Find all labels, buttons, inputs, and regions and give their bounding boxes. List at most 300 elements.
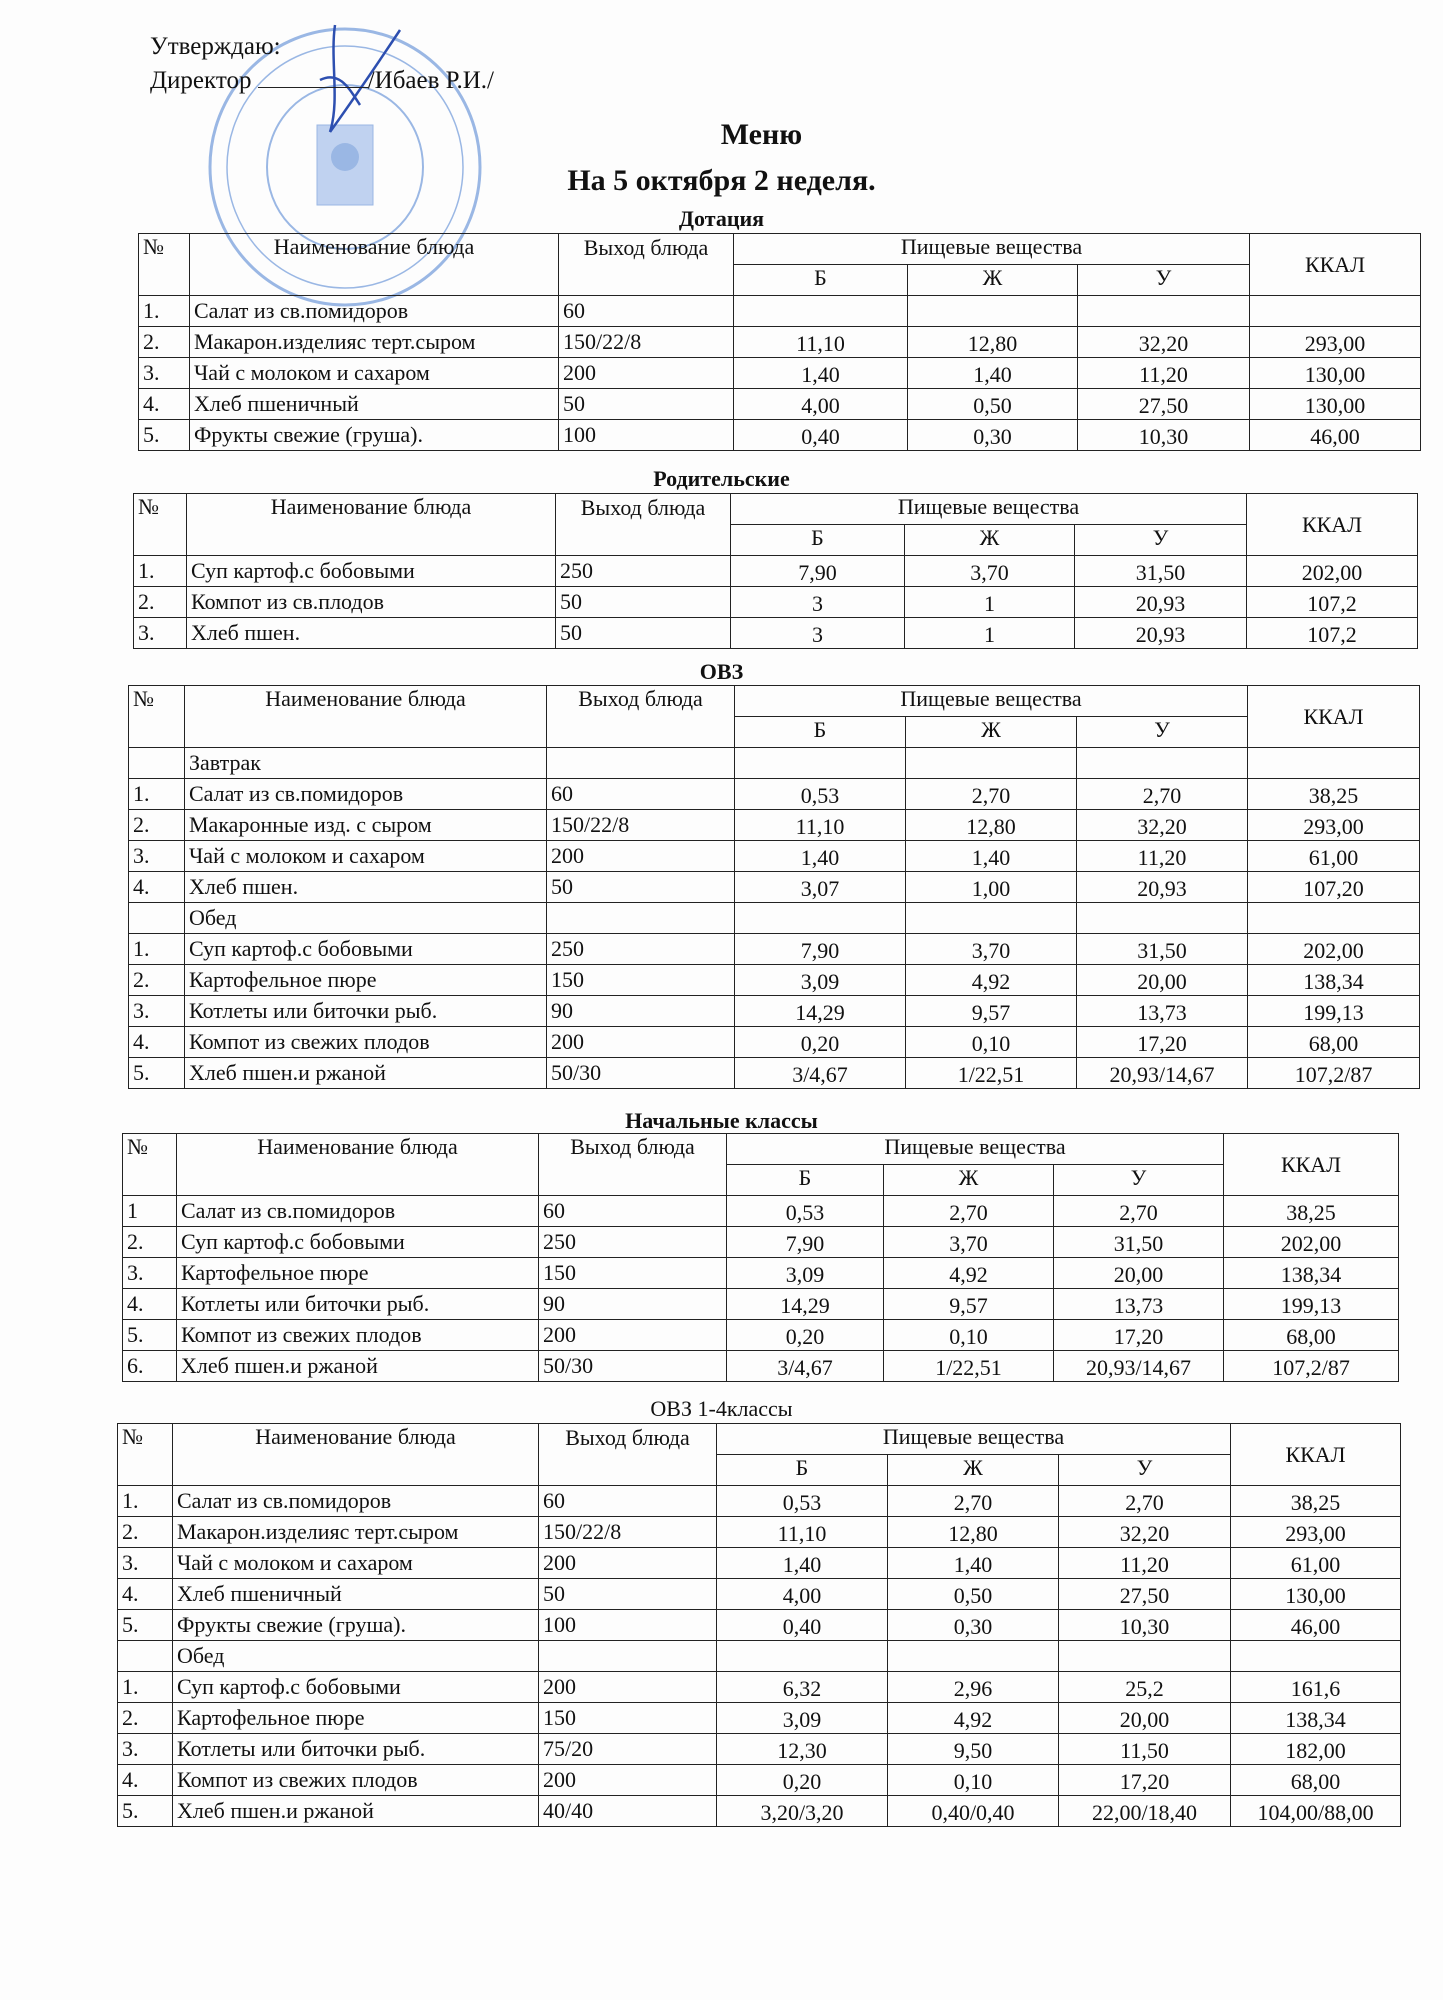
dish-yield: 60	[539, 1486, 717, 1517]
row-number: 3.	[139, 358, 190, 389]
header-kcal: ККАЛ	[1250, 234, 1421, 296]
row-number: 1.	[129, 934, 185, 965]
dish-yield: 150/22/8	[559, 327, 734, 358]
dish-name: Макарон.изделияс терт.сыром	[173, 1517, 539, 1548]
protein-value: 3,09	[717, 1703, 888, 1734]
table-row	[118, 1579, 1401, 1610]
table-row	[118, 1672, 1401, 1703]
table-row	[139, 296, 1421, 327]
page-subtitle: На 5 октября 2 неделя.	[567, 164, 876, 197]
row-number: 1.	[129, 779, 185, 810]
kcal-value: 138,34	[1248, 965, 1420, 996]
protein-value: 3,09	[735, 965, 906, 996]
fat-value: 0,10	[884, 1320, 1054, 1351]
header-no: №	[139, 234, 190, 296]
fat-value	[906, 748, 1077, 779]
carbs-value: 13,73	[1077, 996, 1248, 1027]
header-fat: Ж	[905, 525, 1075, 556]
header-carbs: У	[1078, 265, 1250, 296]
protein-value: 4,00	[734, 389, 908, 420]
protein-value	[735, 903, 906, 934]
dish-name: Чай с молоком и сахаром	[190, 358, 559, 389]
fat-value: 3,70	[884, 1227, 1054, 1258]
row-number: 3.	[134, 618, 187, 649]
fat-value: 1,00	[906, 872, 1077, 903]
approval-block	[150, 30, 494, 98]
dish-yield: 200	[539, 1320, 727, 1351]
kcal-value: 46,00	[1231, 1610, 1401, 1641]
row-number	[118, 1641, 173, 1672]
row-number: 5.	[139, 420, 190, 451]
carbs-value: 20,00	[1077, 965, 1248, 996]
row-number: 3.	[129, 841, 185, 872]
header-yield: Выход блюда	[547, 686, 735, 748]
carbs-value: 11,50	[1059, 1734, 1231, 1765]
dish-yield: 40/40	[539, 1796, 717, 1827]
header-no: №	[129, 686, 185, 748]
dish-name: Картофельное пюре	[185, 965, 547, 996]
kcal-value: 68,00	[1231, 1765, 1401, 1796]
kcal-value: 293,00	[1231, 1517, 1401, 1548]
dish-name: Хлеб пшен.и ржаной	[173, 1796, 539, 1827]
carbs-value: 27,50	[1078, 389, 1250, 420]
protein-value: 4,00	[717, 1579, 888, 1610]
protein-value: 7,90	[731, 556, 905, 587]
dish-yield: 90	[547, 996, 735, 1027]
dish-yield: 50/30	[539, 1351, 727, 1382]
header-nutrients: Пищевые вещества	[727, 1134, 1224, 1165]
row-number	[129, 903, 185, 934]
row-number: 4.	[129, 872, 185, 903]
dish-yield: 60	[539, 1196, 727, 1227]
fat-value: 2,70	[906, 779, 1077, 810]
dish-yield	[547, 903, 735, 934]
table-row	[129, 841, 1420, 872]
menu-table	[122, 1133, 1399, 1382]
header-protein: Б	[717, 1455, 888, 1486]
fat-value: 0,50	[908, 389, 1078, 420]
row-number: 3.	[118, 1548, 173, 1579]
dish-name: Фрукты свежие (груша).	[190, 420, 559, 451]
dish-yield: 50/30	[547, 1058, 735, 1089]
kcal-value: 61,00	[1248, 841, 1420, 872]
header-fat: Ж	[884, 1165, 1054, 1196]
carbs-value: 2,70	[1054, 1196, 1224, 1227]
kcal-value: 68,00	[1248, 1027, 1420, 1058]
row-number: 4.	[118, 1765, 173, 1796]
dish-name: Хлеб пшен.и ржаной	[177, 1351, 539, 1382]
row-number: 2.	[118, 1517, 173, 1548]
dish-yield: 250	[547, 934, 735, 965]
dish-yield: 50	[556, 587, 731, 618]
dish-yield: 150/22/8	[539, 1517, 717, 1548]
dish-yield: 150	[539, 1258, 727, 1289]
carbs-value: 25,2	[1059, 1672, 1231, 1703]
fat-value: 4,92	[888, 1703, 1059, 1734]
dish-yield: 250	[556, 556, 731, 587]
fat-value	[908, 296, 1078, 327]
header-no: №	[123, 1134, 177, 1196]
table-row	[118, 1610, 1401, 1641]
dish-yield: 200	[547, 1027, 735, 1058]
carbs-value: 31,50	[1077, 934, 1248, 965]
section-title: Дотация	[678, 206, 765, 231]
protein-value: 3/4,67	[735, 1058, 906, 1089]
row-number: 4.	[123, 1289, 177, 1320]
dish-name: Хлеб пшеничный	[173, 1579, 539, 1610]
row-number: 4.	[139, 389, 190, 420]
table-row	[139, 327, 1421, 358]
protein-value: 7,90	[735, 934, 906, 965]
dish-name: Картофельное пюре	[173, 1703, 539, 1734]
header-nutrients: Пищевые вещества	[717, 1424, 1231, 1455]
dish-name: Обед	[173, 1641, 539, 1672]
director-label: Директор	[150, 67, 252, 94]
carbs-value: 20,00	[1059, 1703, 1231, 1734]
dish-name: Чай с молоком и сахаром	[173, 1548, 539, 1579]
header-kcal: ККАЛ	[1247, 494, 1418, 556]
dish-yield: 150/22/8	[547, 810, 735, 841]
kcal-value	[1231, 1641, 1401, 1672]
row-number: 5.	[118, 1796, 173, 1827]
header-carbs: У	[1059, 1455, 1231, 1486]
kcal-value: 138,34	[1231, 1703, 1401, 1734]
kcal-value	[1248, 748, 1420, 779]
header-carbs: У	[1077, 717, 1248, 748]
fat-value: 0,10	[888, 1765, 1059, 1796]
fat-value: 2,70	[888, 1486, 1059, 1517]
kcal-value: 161,6	[1231, 1672, 1401, 1703]
table-row	[129, 748, 1420, 779]
kcal-value: 202,00	[1224, 1227, 1399, 1258]
kcal-value: 130,00	[1250, 389, 1421, 420]
table-row	[129, 1058, 1420, 1089]
dish-name: Салат из св.помидоров	[185, 779, 547, 810]
dish-yield: 50	[539, 1579, 717, 1610]
dish-name: Компот из свежих плодов	[177, 1320, 539, 1351]
header-no: №	[118, 1424, 173, 1486]
protein-value: 3,07	[735, 872, 906, 903]
table-row	[129, 1027, 1420, 1058]
row-number: 2.	[118, 1703, 173, 1734]
header-fat: Ж	[888, 1455, 1059, 1486]
dish-name: Завтрак	[185, 748, 547, 779]
protein-value: 6,32	[717, 1672, 888, 1703]
kcal-value: 68,00	[1224, 1320, 1399, 1351]
protein-value: 0,20	[717, 1765, 888, 1796]
protein-value: 7,90	[727, 1227, 884, 1258]
table-row	[118, 1486, 1401, 1517]
kcal-value: 107,2	[1247, 618, 1418, 649]
row-number: 1	[123, 1196, 177, 1227]
section-title: ОВЗ 1-4классы	[650, 1396, 793, 1421]
dish-name: Макаронные изд. с сыром	[185, 810, 547, 841]
kcal-value: 130,00	[1250, 358, 1421, 389]
kcal-value: 199,13	[1224, 1289, 1399, 1320]
dish-yield: 200	[559, 358, 734, 389]
fat-value: 1,40	[908, 358, 1078, 389]
kcal-value: 107,20	[1248, 872, 1420, 903]
fat-value	[906, 903, 1077, 934]
table-row	[118, 1548, 1401, 1579]
carbs-value: 13,73	[1054, 1289, 1224, 1320]
carbs-value: 10,30	[1078, 420, 1250, 451]
dish-name: Хлеб пшен.и ржаной	[185, 1058, 547, 1089]
table-row	[139, 389, 1421, 420]
carbs-value: 27,50	[1059, 1579, 1231, 1610]
carbs-value: 31,50	[1054, 1227, 1224, 1258]
carbs-value: 10,30	[1059, 1610, 1231, 1641]
fat-value: 1	[905, 587, 1075, 618]
carbs-value: 31,50	[1075, 556, 1247, 587]
menu-table	[128, 685, 1420, 1089]
table-row	[139, 358, 1421, 389]
carbs-value: 11,20	[1078, 358, 1250, 389]
protein-value: 11,10	[734, 327, 908, 358]
carbs-value: 20,93	[1075, 587, 1247, 618]
kcal-value: 104,00/88,00	[1231, 1796, 1401, 1827]
table-row	[118, 1703, 1401, 1734]
table-row	[129, 779, 1420, 810]
carbs-value: 20,93/14,67	[1077, 1058, 1248, 1089]
dish-name: Котлеты или биточки рыб.	[177, 1289, 539, 1320]
fat-value: 2,70	[884, 1196, 1054, 1227]
header-carbs: У	[1054, 1165, 1224, 1196]
table-row	[123, 1289, 1399, 1320]
header-name: Наименование блюда	[185, 686, 547, 748]
table-row	[129, 903, 1420, 934]
row-number: 2.	[139, 327, 190, 358]
row-number: 2.	[129, 965, 185, 996]
protein-value: 0,40	[717, 1610, 888, 1641]
row-number: 5.	[118, 1610, 173, 1641]
dish-yield: 200	[539, 1672, 717, 1703]
carbs-value: 32,20	[1077, 810, 1248, 841]
row-number: 4.	[118, 1579, 173, 1610]
table-row	[129, 996, 1420, 1027]
dish-yield: 75/20	[539, 1734, 717, 1765]
fat-value: 9,57	[884, 1289, 1054, 1320]
dish-yield: 200	[539, 1548, 717, 1579]
row-number	[129, 748, 185, 779]
fat-value: 3,70	[905, 556, 1075, 587]
header-name: Наименование блюда	[187, 494, 556, 556]
header-fat: Ж	[908, 265, 1078, 296]
dish-name: Суп картоф.с бобовыми	[185, 934, 547, 965]
fat-value: 12,80	[888, 1517, 1059, 1548]
protein-value: 0,20	[727, 1320, 884, 1351]
protein-value	[735, 748, 906, 779]
dish-name: Хлеб пшеничный	[190, 389, 559, 420]
table-row	[129, 872, 1420, 903]
row-number: 2.	[123, 1227, 177, 1258]
protein-value: 0,53	[727, 1196, 884, 1227]
carbs-value: 22,00/18,40	[1059, 1796, 1231, 1827]
carbs-value	[1078, 296, 1250, 327]
fat-value: 0,10	[906, 1027, 1077, 1058]
table-row	[134, 556, 1418, 587]
protein-value: 11,10	[717, 1517, 888, 1548]
dish-yield: 150	[539, 1703, 717, 1734]
header-yield: Выход блюда	[539, 1424, 717, 1486]
kcal-value: 293,00	[1250, 327, 1421, 358]
dish-name: Макарон.изделияс терт.сыром	[190, 327, 559, 358]
dish-yield: 250	[539, 1227, 727, 1258]
kcal-value: 107,2	[1247, 587, 1418, 618]
dish-name: Обед	[185, 903, 547, 934]
protein-value: 14,29	[735, 996, 906, 1027]
protein-value: 3,09	[727, 1258, 884, 1289]
dish-yield: 50	[559, 389, 734, 420]
protein-value: 0,40	[734, 420, 908, 451]
dish-name: Компот из свежих плодов	[185, 1027, 547, 1058]
header-nutrients: Пищевые вещества	[731, 494, 1247, 525]
fat-value: 9,57	[906, 996, 1077, 1027]
carbs-value: 2,70	[1077, 779, 1248, 810]
dish-yield: 150	[547, 965, 735, 996]
kcal-value: 38,25	[1224, 1196, 1399, 1227]
table-row	[129, 934, 1420, 965]
protein-value: 0,53	[717, 1486, 888, 1517]
protein-value: 3,20/3,20	[717, 1796, 888, 1827]
header-protein: Б	[727, 1165, 884, 1196]
dish-name: Фрукты свежие (груша).	[173, 1610, 539, 1641]
dish-yield: 50	[556, 618, 731, 649]
dish-yield: 60	[559, 296, 734, 327]
fat-value: 12,80	[908, 327, 1078, 358]
kcal-value: 202,00	[1247, 556, 1418, 587]
row-number: 3.	[129, 996, 185, 1027]
header-name: Наименование блюда	[177, 1134, 539, 1196]
protein-value: 0,20	[735, 1027, 906, 1058]
protein-value: 3	[731, 587, 905, 618]
table-row	[139, 420, 1421, 451]
carbs-value: 20,93	[1075, 618, 1247, 649]
row-number: 3.	[123, 1258, 177, 1289]
table-row	[118, 1641, 1401, 1672]
carbs-value: 20,93	[1077, 872, 1248, 903]
row-number: 6.	[123, 1351, 177, 1382]
dish-name: Котлеты или биточки рыб.	[185, 996, 547, 1027]
carbs-value: 17,20	[1077, 1027, 1248, 1058]
header-protein: Б	[735, 717, 906, 748]
header-kcal: ККАЛ	[1231, 1424, 1401, 1486]
carbs-value: 20,00	[1054, 1258, 1224, 1289]
kcal-value	[1250, 296, 1421, 327]
row-number: 4.	[129, 1027, 185, 1058]
section-title: ОВЗ	[699, 659, 744, 684]
fat-value: 1/22,51	[906, 1058, 1077, 1089]
fat-value: 1,40	[888, 1548, 1059, 1579]
carbs-value: 32,20	[1059, 1517, 1231, 1548]
dish-name: Компот из св.плодов	[187, 587, 556, 618]
row-number: 5.	[129, 1058, 185, 1089]
carbs-value: 11,20	[1077, 841, 1248, 872]
protein-value	[734, 296, 908, 327]
protein-value	[717, 1641, 888, 1672]
menu-table	[117, 1423, 1401, 1827]
carbs-value: 17,20	[1059, 1765, 1231, 1796]
header-yield: Выход блюда	[539, 1134, 727, 1196]
kcal-value: 107,2/87	[1248, 1058, 1420, 1089]
dish-yield: 50	[547, 872, 735, 903]
dish-yield: 90	[539, 1289, 727, 1320]
table-row	[129, 965, 1420, 996]
header-nutrients: Пищевые вещества	[734, 234, 1250, 265]
carbs-value	[1077, 748, 1248, 779]
dish-name: Суп картоф.с бобовыми	[177, 1227, 539, 1258]
dish-yield: 100	[539, 1610, 717, 1641]
fat-value: 9,50	[888, 1734, 1059, 1765]
fat-value: 0,30	[908, 420, 1078, 451]
header-kcal: ККАЛ	[1248, 686, 1420, 748]
header-nutrients: Пищевые вещества	[735, 686, 1248, 717]
table-row	[118, 1734, 1401, 1765]
header-no: №	[134, 494, 187, 556]
dish-name: Салат из св.помидоров	[177, 1196, 539, 1227]
protein-value: 14,29	[727, 1289, 884, 1320]
dish-yield: 200	[539, 1765, 717, 1796]
table-row	[118, 1765, 1401, 1796]
approval-label: Утверждаю:	[150, 33, 281, 60]
dish-name: Котлеты или биточки рыб.	[173, 1734, 539, 1765]
dish-name: Суп картоф.с бобовыми	[173, 1672, 539, 1703]
row-number: 1.	[118, 1486, 173, 1517]
table-row	[123, 1227, 1399, 1258]
carbs-value	[1077, 903, 1248, 934]
dish-yield: 200	[547, 841, 735, 872]
protein-value: 3/4,67	[727, 1351, 884, 1382]
table-row	[129, 810, 1420, 841]
dish-yield: 100	[559, 420, 734, 451]
header-fat: Ж	[906, 717, 1077, 748]
kcal-value: 46,00	[1250, 420, 1421, 451]
dish-name: Салат из св.помидоров	[190, 296, 559, 327]
kcal-value: 199,13	[1248, 996, 1420, 1027]
dish-name: Чай с молоком и сахаром	[185, 841, 547, 872]
dish-yield	[547, 748, 735, 779]
carbs-value: 32,20	[1078, 327, 1250, 358]
carbs-value	[1059, 1641, 1231, 1672]
row-number: 5.	[123, 1320, 177, 1351]
header-kcal: ККАЛ	[1224, 1134, 1399, 1196]
header-name: Наименование блюда	[173, 1424, 539, 1486]
kcal-value: 130,00	[1231, 1579, 1401, 1610]
dish-yield	[539, 1641, 717, 1672]
row-number: 1.	[118, 1672, 173, 1703]
dish-name: Компот из свежих плодов	[173, 1765, 539, 1796]
fat-value: 3,70	[906, 934, 1077, 965]
fat-value: 4,92	[884, 1258, 1054, 1289]
protein-value: 1,40	[717, 1548, 888, 1579]
page-title: Меню	[720, 118, 803, 151]
kcal-value	[1248, 903, 1420, 934]
header-protein: Б	[731, 525, 905, 556]
fat-value: 1,40	[906, 841, 1077, 872]
fat-value: 1	[905, 618, 1075, 649]
dish-yield: 60	[547, 779, 735, 810]
table-row	[123, 1196, 1399, 1227]
protein-value: 1,40	[734, 358, 908, 389]
dish-name: Картофельное пюре	[177, 1258, 539, 1289]
signature-line	[258, 65, 368, 88]
kcal-value: 107,2/87	[1224, 1351, 1399, 1382]
carbs-value: 2,70	[1059, 1486, 1231, 1517]
kcal-value: 38,25	[1231, 1486, 1401, 1517]
fat-value: 0,50	[888, 1579, 1059, 1610]
director-name: /Ибаев Р.И./	[367, 67, 494, 94]
table-row	[134, 618, 1418, 649]
